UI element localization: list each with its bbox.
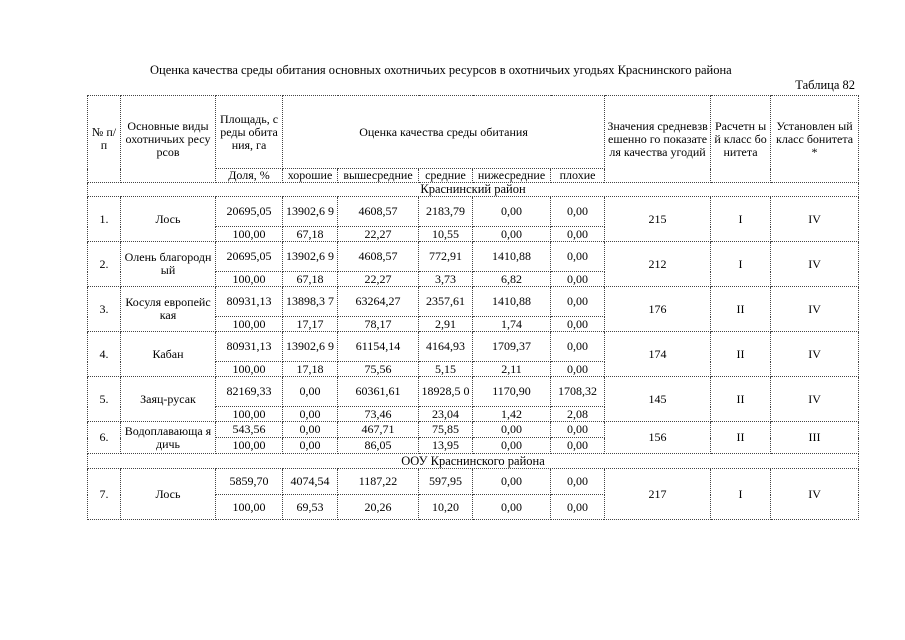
area-value: 1170,90 bbox=[473, 377, 551, 407]
share-value: 100,00 bbox=[216, 272, 283, 287]
area-value: 0,00 bbox=[551, 287, 605, 317]
share-value: 100,00 bbox=[216, 407, 283, 422]
area-value: 543,56 bbox=[216, 422, 283, 438]
share-value: 22,27 bbox=[338, 272, 419, 287]
header-weighted: Значения средневзвешенно го показателя качества угодий bbox=[605, 96, 711, 183]
set-class: IV bbox=[771, 242, 859, 287]
area-value: 4608,57 bbox=[338, 242, 419, 272]
share-value: 100,00 bbox=[216, 495, 283, 520]
area-value: 2183,79 bbox=[419, 197, 473, 227]
area-value: 467,71 bbox=[338, 422, 419, 438]
set-class: IV bbox=[771, 469, 859, 520]
species-name: Водоплавающа я дичь bbox=[121, 422, 216, 454]
share-value: 86,05 bbox=[338, 438, 419, 454]
header-good: хорошие bbox=[283, 169, 338, 183]
share-value: 1,42 bbox=[473, 407, 551, 422]
area-value: 772,91 bbox=[419, 242, 473, 272]
area-value: 1410,88 bbox=[473, 287, 551, 317]
set-class: III bbox=[771, 422, 859, 454]
area-value: 13902,6 9 bbox=[283, 197, 338, 227]
share-value: 2,91 bbox=[419, 317, 473, 332]
weighted-value: 212 bbox=[605, 242, 711, 287]
area-value: 0,00 bbox=[473, 469, 551, 495]
header-area: Площадь, среды обитания, га bbox=[216, 96, 283, 169]
share-value: 100,00 bbox=[216, 362, 283, 377]
area-value: 0,00 bbox=[551, 332, 605, 362]
area-value: 13902,6 9 bbox=[283, 332, 338, 362]
area-value: 0,00 bbox=[551, 242, 605, 272]
weighted-value: 174 bbox=[605, 332, 711, 377]
area-value: 13902,6 9 bbox=[283, 242, 338, 272]
calc-class: I bbox=[711, 469, 771, 520]
calc-class: I bbox=[711, 197, 771, 242]
species-name: Лось bbox=[121, 197, 216, 242]
area-value: 0,00 bbox=[283, 377, 338, 407]
section-row bbox=[88, 183, 859, 197]
share-value: 17,17 bbox=[283, 317, 338, 332]
area-value: 1410,88 bbox=[473, 242, 551, 272]
area-value: 4074,54 bbox=[283, 469, 338, 495]
share-value: 78,17 bbox=[338, 317, 419, 332]
share-value: 0,00 bbox=[551, 362, 605, 377]
share-value: 3,73 bbox=[419, 272, 473, 287]
species-name: Олень благородный bbox=[121, 242, 216, 287]
share-value: 5,15 bbox=[419, 362, 473, 377]
weighted-value: 156 bbox=[605, 422, 711, 454]
species-name: Лось bbox=[121, 469, 216, 520]
area-value: 20695,05 bbox=[216, 242, 283, 272]
area-value: 597,95 bbox=[419, 469, 473, 495]
row-number: 6. bbox=[88, 422, 121, 454]
share-value: 0,00 bbox=[551, 495, 605, 520]
table-row bbox=[88, 287, 859, 317]
header-species: Основные виды охотничьих ресурсов bbox=[121, 96, 216, 183]
species-name: Заяц-русак bbox=[121, 377, 216, 422]
table-row bbox=[88, 332, 859, 362]
share-value: 0,00 bbox=[551, 317, 605, 332]
share-value: 0,00 bbox=[473, 495, 551, 520]
header-bad: плохие bbox=[551, 169, 605, 183]
section-title: Краснинский район bbox=[88, 183, 859, 197]
area-value: 2357,61 bbox=[419, 287, 473, 317]
area-value: 20695,05 bbox=[216, 197, 283, 227]
area-value: 0,00 bbox=[551, 197, 605, 227]
area-value: 1708,32 bbox=[551, 377, 605, 407]
header-above: вышесредние bbox=[338, 169, 419, 183]
weighted-value: 217 bbox=[605, 469, 711, 520]
share-value: 10,20 bbox=[419, 495, 473, 520]
species-name: Косуля европейская bbox=[121, 287, 216, 332]
row-number: 4. bbox=[88, 332, 121, 377]
share-value: 0,00 bbox=[551, 227, 605, 242]
row-number: 1. bbox=[88, 197, 121, 242]
share-value: 0,00 bbox=[283, 407, 338, 422]
section-row bbox=[88, 454, 859, 469]
share-value: 0,00 bbox=[473, 438, 551, 454]
species-name: Кабан bbox=[121, 332, 216, 377]
area-value: 0,00 bbox=[551, 422, 605, 438]
section-title: ООУ Краснинского района bbox=[88, 454, 859, 469]
area-value: 80931,13 bbox=[216, 287, 283, 317]
calc-class: I bbox=[711, 242, 771, 287]
area-value: 63264,27 bbox=[338, 287, 419, 317]
area-value: 0,00 bbox=[473, 197, 551, 227]
header-below: нижесредние bbox=[473, 169, 551, 183]
header-medium: средние bbox=[419, 169, 473, 183]
calc-class: II bbox=[711, 377, 771, 422]
area-value: 5859,70 bbox=[216, 469, 283, 495]
weighted-value: 176 bbox=[605, 287, 711, 332]
weighted-value: 215 bbox=[605, 197, 711, 242]
row-number: 3. bbox=[88, 287, 121, 332]
area-value: 1187,22 bbox=[338, 469, 419, 495]
table-row bbox=[88, 377, 859, 407]
area-value: 0,00 bbox=[551, 469, 605, 495]
share-value: 0,00 bbox=[283, 438, 338, 454]
share-value: 0,00 bbox=[473, 227, 551, 242]
share-value: 2,11 bbox=[473, 362, 551, 377]
area-value: 1709,37 bbox=[473, 332, 551, 362]
share-value: 100,00 bbox=[216, 317, 283, 332]
table-row bbox=[88, 197, 859, 227]
share-value: 20,26 bbox=[338, 495, 419, 520]
header-num: № п/п bbox=[88, 96, 121, 183]
area-value: 82169,33 bbox=[216, 377, 283, 407]
area-value: 4608,57 bbox=[338, 197, 419, 227]
header-row-1 bbox=[88, 96, 859, 169]
table-row bbox=[88, 242, 859, 272]
row-number: 7. bbox=[88, 469, 121, 520]
habitat-quality-table bbox=[87, 95, 859, 520]
share-value: 17,18 bbox=[283, 362, 338, 377]
share-value: 73,46 bbox=[338, 407, 419, 422]
calc-class: II bbox=[711, 332, 771, 377]
area-value: 0,00 bbox=[473, 422, 551, 438]
header-set-class: Установлен ый класс бонитета* bbox=[771, 96, 859, 183]
header-quality: Оценка качества среды обитания bbox=[283, 96, 605, 169]
area-value: 0,00 bbox=[283, 422, 338, 438]
share-value: 100,00 bbox=[216, 438, 283, 454]
set-class: IV bbox=[771, 332, 859, 377]
share-value: 67,18 bbox=[283, 272, 338, 287]
area-value: 60361,61 bbox=[338, 377, 419, 407]
share-value: 1,74 bbox=[473, 317, 551, 332]
share-value: 23,04 bbox=[419, 407, 473, 422]
area-value: 13898,3 7 bbox=[283, 287, 338, 317]
header-calc-class: Расчетн ый класс бонитета bbox=[711, 96, 771, 183]
set-class: IV bbox=[771, 377, 859, 422]
share-value: 75,56 bbox=[338, 362, 419, 377]
area-value: 75,85 bbox=[419, 422, 473, 438]
set-class: IV bbox=[771, 287, 859, 332]
header-share: Доля, % bbox=[216, 169, 283, 183]
share-value: 6,82 bbox=[473, 272, 551, 287]
share-value: 10,55 bbox=[419, 227, 473, 242]
area-value: 61154,14 bbox=[338, 332, 419, 362]
calc-class: II bbox=[711, 422, 771, 454]
set-class: IV bbox=[771, 197, 859, 242]
share-value: 13,95 bbox=[419, 438, 473, 454]
share-value: 67,18 bbox=[283, 227, 338, 242]
row-number: 5. bbox=[88, 377, 121, 422]
row-number: 2. bbox=[88, 242, 121, 287]
table-title: Оценка качества среды обитания основных охотничьих ресурсов в охотничьих угодьях Краснинского района bbox=[150, 63, 732, 77]
share-value: 100,00 bbox=[216, 227, 283, 242]
share-value: 69,53 bbox=[283, 495, 338, 520]
share-value: 0,00 bbox=[551, 272, 605, 287]
table-number: Таблица 82 bbox=[795, 78, 855, 92]
area-value: 4164,93 bbox=[419, 332, 473, 362]
area-value: 80931,13 bbox=[216, 332, 283, 362]
share-value: 22,27 bbox=[338, 227, 419, 242]
weighted-value: 145 bbox=[605, 377, 711, 422]
table-row bbox=[88, 469, 859, 495]
calc-class: II bbox=[711, 287, 771, 332]
table-row bbox=[88, 422, 859, 438]
share-value: 2,08 bbox=[551, 407, 605, 422]
area-value: 18928,5 0 bbox=[419, 377, 473, 407]
share-value: 0,00 bbox=[551, 438, 605, 454]
